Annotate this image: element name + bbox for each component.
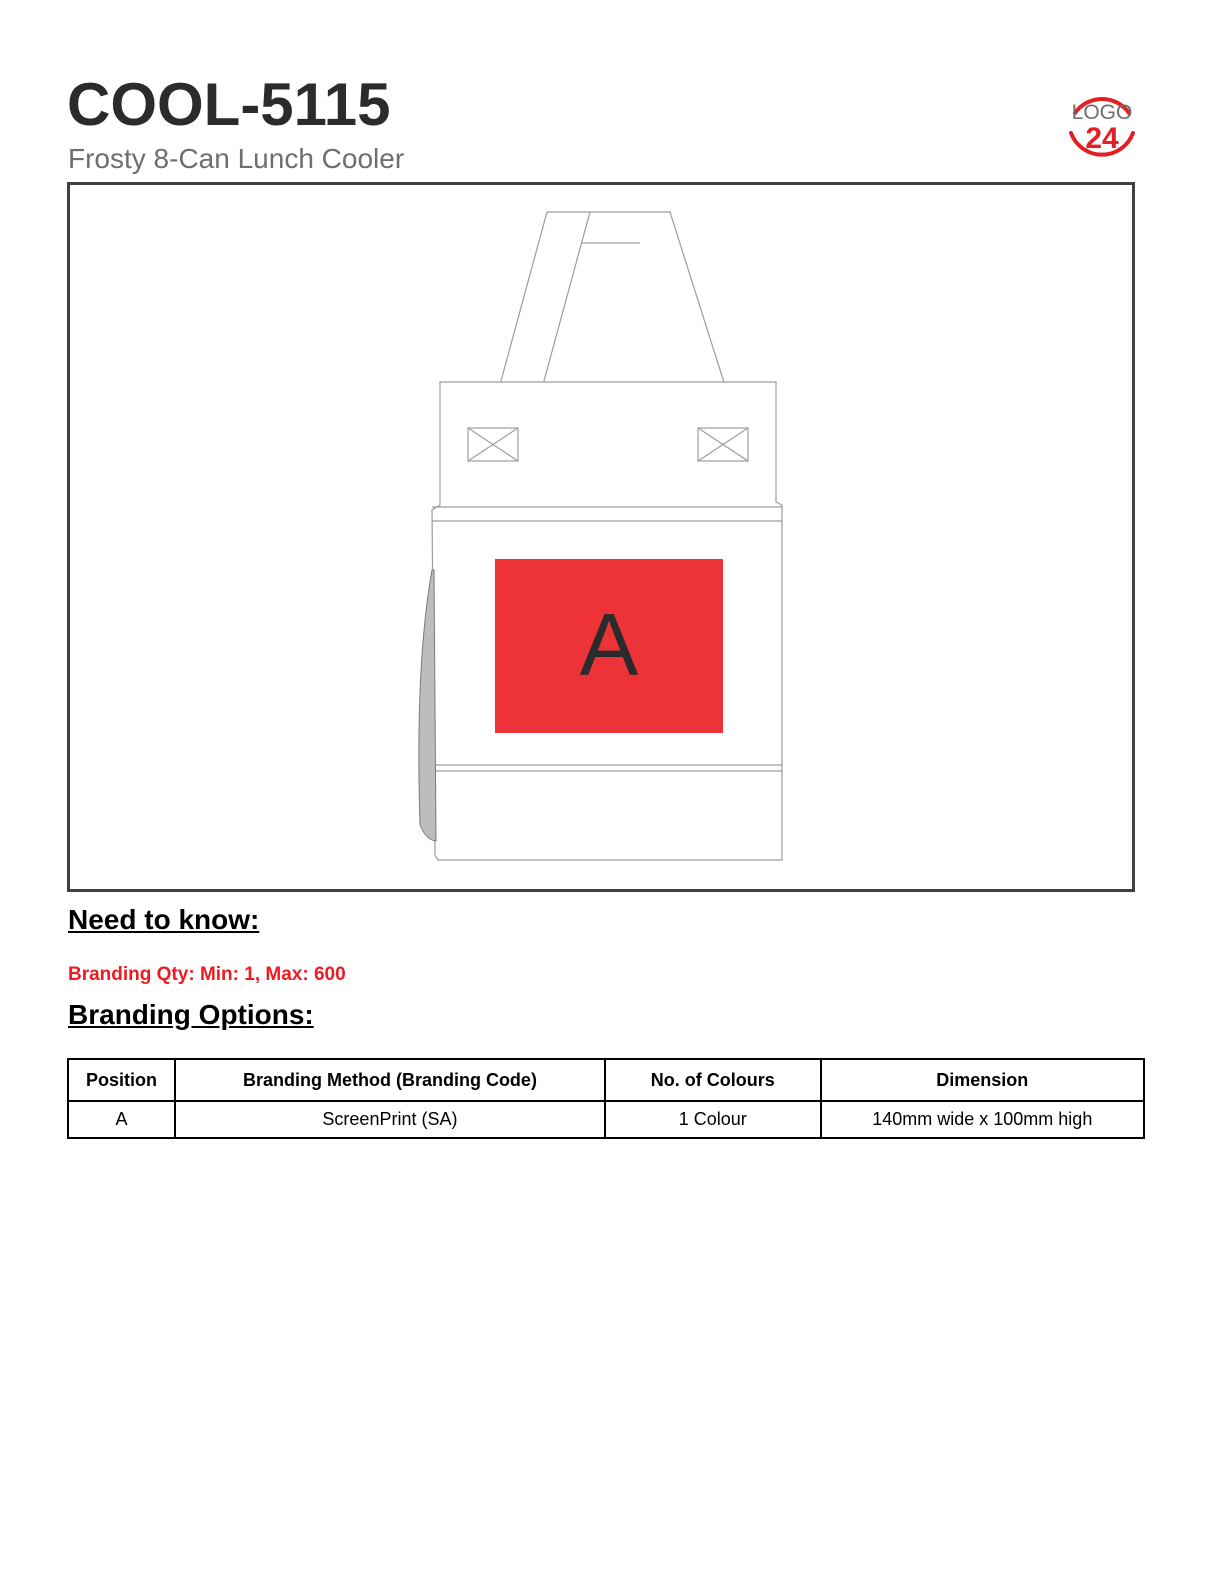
column-header: No. of Colours xyxy=(605,1059,821,1101)
product-image-frame xyxy=(67,182,1135,892)
branding-options-table xyxy=(67,1058,1145,1139)
cell-colours: 1 Colour xyxy=(605,1101,821,1138)
column-header: Branding Method (Branding Code) xyxy=(175,1059,605,1101)
need-to-know-heading: Need to know: xyxy=(68,904,260,935)
column-header: Dimension xyxy=(821,1059,1144,1101)
cooler-bag-drawing xyxy=(70,185,1132,889)
column-header: Position xyxy=(68,1059,175,1101)
table-row xyxy=(68,1101,1144,1138)
cell-dimension: 140mm wide x 100mm high xyxy=(821,1101,1144,1138)
logo-text-top: LOGO xyxy=(1071,101,1133,124)
print-area-label: A xyxy=(579,595,639,694)
side-mesh-pocket xyxy=(419,570,436,841)
branding-options-heading: Branding Options: xyxy=(68,999,314,1030)
logo-text-bottom: 24 xyxy=(1085,122,1119,155)
cell-position: A xyxy=(68,1101,175,1138)
logo24-icon xyxy=(1062,86,1142,166)
product-subtitle: Frosty 8-Can Lunch Cooler xyxy=(68,143,405,174)
product-code: COOL-5115 xyxy=(67,71,391,138)
brand-logo xyxy=(1062,86,1142,166)
cell-method: ScreenPrint (SA) xyxy=(175,1101,605,1138)
branding-qty: Branding Qty: Min: 1, Max: 600 xyxy=(68,964,346,985)
table-header-row xyxy=(68,1059,1144,1101)
